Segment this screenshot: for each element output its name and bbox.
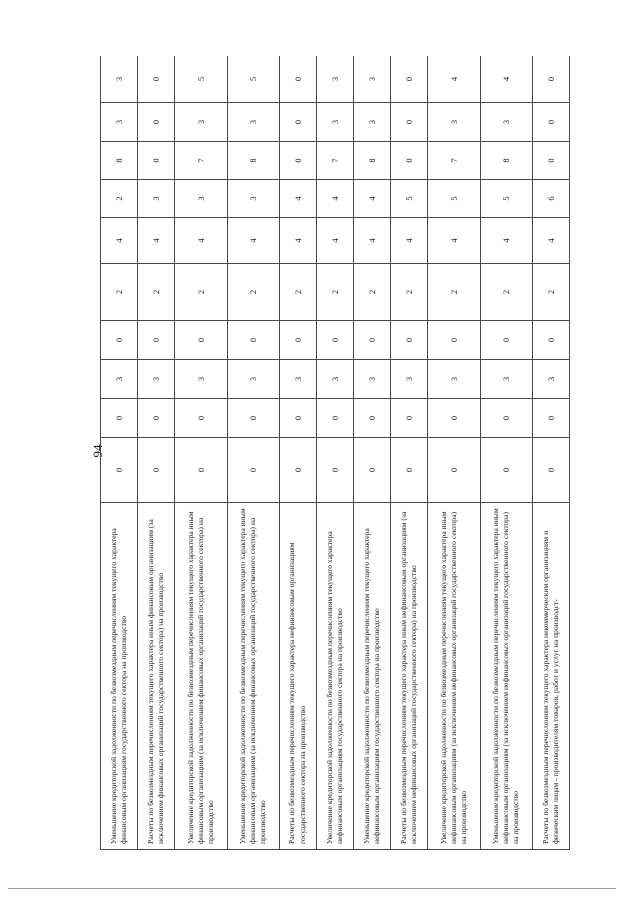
- code-digit: 0: [354, 321, 391, 360]
- code-digit: 2: [391, 264, 428, 321]
- code-digit: 0: [391, 321, 428, 360]
- code-digit: 0: [391, 399, 428, 438]
- code-digit: 3: [480, 103, 532, 142]
- code-digit: 3: [175, 103, 227, 142]
- code-digit: 3: [279, 360, 316, 399]
- code-digit: 3: [101, 56, 138, 103]
- code-digit: 2: [175, 264, 227, 321]
- code-digit: 0: [428, 438, 480, 503]
- code-digit: 8: [227, 142, 279, 180]
- code-digit: 2: [354, 264, 391, 321]
- code-digit: 0: [279, 56, 316, 103]
- account-description: Расчеты по безвозмездным перечислениям текущего характера иным финансовым организациям (за исключением финансовых организаций государственного сектора) на производство: [138, 503, 175, 850]
- code-digit: 0: [428, 399, 480, 438]
- code-digit: 4: [391, 218, 428, 264]
- code-digit: 0: [279, 142, 316, 180]
- table-row: [101, 56, 138, 850]
- code-digit: 0: [138, 438, 175, 503]
- code-digit: 4: [101, 218, 138, 264]
- account-description: Увеличение кредиторской задолженности по безвозмездным перечислениям текущего характера иным нефинансовым организациям (за исключением нефинансовых организаций государственного сектора) на производство: [428, 503, 480, 850]
- code-digit: 3: [428, 360, 480, 399]
- code-digit: 6: [532, 180, 569, 218]
- code-digit: 3: [227, 360, 279, 399]
- code-digit: 4: [354, 180, 391, 218]
- code-digit: 0: [480, 399, 532, 438]
- page-number: 94: [90, 444, 105, 458]
- code-digit: 4: [428, 56, 480, 103]
- rotated-table-container: [100, 56, 570, 850]
- code-digit: 0: [480, 438, 532, 503]
- code-digit: 0: [532, 438, 569, 503]
- account-description: Увеличение кредиторской задолженности по безвозмездным перечислениям текущего характера иным финансовым организациям (за исключением финансовых организаций государственного сектора) на производство: [175, 503, 227, 850]
- code-digit: 0: [175, 399, 227, 438]
- code-digit: 0: [532, 399, 569, 438]
- code-digit: 8: [480, 142, 532, 180]
- code-digit: 0: [175, 438, 227, 503]
- code-digit: 0: [532, 56, 569, 103]
- code-digit: 2: [227, 264, 279, 321]
- table-row: [391, 56, 428, 850]
- code-digit: 2: [101, 180, 138, 218]
- code-digit: 8: [354, 142, 391, 180]
- code-digit: 7: [175, 142, 227, 180]
- code-digit: 2: [532, 264, 569, 321]
- code-digit: 0: [101, 321, 138, 360]
- code-digit: 5: [391, 180, 428, 218]
- account-description: Уменьшение кредиторской задолженности по безвозмездным перечислениям текущего характера иным нефинансовым организациям (за исключением нефинансовых организаций государственного сектора) на производство: [480, 503, 532, 850]
- code-digit: 3: [532, 360, 569, 399]
- code-digit: 3: [138, 180, 175, 218]
- code-digit: 4: [279, 218, 316, 264]
- code-digit: 3: [354, 103, 391, 142]
- code-digit: 3: [138, 360, 175, 399]
- code-digit: 2: [279, 264, 316, 321]
- code-digit: 7: [316, 142, 353, 180]
- code-digit: 0: [138, 399, 175, 438]
- code-digit: 4: [480, 218, 532, 264]
- code-digit: 0: [391, 142, 428, 180]
- page-bottom-rule: [8, 888, 616, 889]
- code-digit: 2: [101, 264, 138, 321]
- table-row: [428, 56, 480, 850]
- code-digit: 4: [316, 180, 353, 218]
- code-digit: 0: [227, 321, 279, 360]
- code-digit: 0: [138, 103, 175, 142]
- table-row: [316, 56, 353, 850]
- code-digit: 3: [428, 103, 480, 142]
- code-digit: 5: [227, 56, 279, 103]
- code-digit: 4: [279, 180, 316, 218]
- code-digit: 3: [316, 56, 353, 103]
- code-digit: 0: [532, 142, 569, 180]
- code-digit: 5: [175, 56, 227, 103]
- code-digit: 3: [354, 360, 391, 399]
- code-digit: 2: [316, 264, 353, 321]
- accounts-table-frame: [100, 56, 570, 850]
- code-digit: 0: [138, 56, 175, 103]
- code-digit: 0: [279, 438, 316, 503]
- code-digit: 2: [428, 264, 480, 321]
- code-digit: 0: [279, 103, 316, 142]
- code-digit: 4: [227, 218, 279, 264]
- code-digit: 0: [354, 399, 391, 438]
- code-digit: 0: [316, 399, 353, 438]
- account-description: Уменьшение кредиторской задолженности по безвозмездным перечислениям текущего характера нефинансовым организациям государственного сектора на производство: [354, 503, 391, 850]
- code-digit: 3: [480, 360, 532, 399]
- code-digit: 0: [175, 321, 227, 360]
- code-digit: 0: [101, 399, 138, 438]
- code-digit: 0: [138, 321, 175, 360]
- code-digit: 0: [101, 438, 138, 503]
- code-digit: 3: [316, 360, 353, 399]
- code-digit: 7: [428, 142, 480, 180]
- code-digit: 0: [279, 321, 316, 360]
- code-digit: 0: [532, 321, 569, 360]
- code-digit: 3: [354, 56, 391, 103]
- code-digit: 0: [391, 438, 428, 503]
- account-description: Уменьшение кредиторской задолженности по безвозмездным перечислениям текущего характера финансовым организациям государственного сектора на производство: [101, 503, 138, 850]
- code-digit: 3: [175, 180, 227, 218]
- code-digit: 0: [227, 399, 279, 438]
- code-digit: 0: [391, 103, 428, 142]
- code-digit: 0: [316, 321, 353, 360]
- code-digit: 0: [480, 321, 532, 360]
- code-digit: 2: [138, 264, 175, 321]
- code-digit: 3: [316, 103, 353, 142]
- code-digit: 4: [428, 218, 480, 264]
- code-digit: 4: [480, 56, 532, 103]
- account-description: Расчеты по безвозмездным перечислениям текущего характера некоммерческим организациям и физическим лицам - производителям товаров, работ и услуг на производст-: [532, 503, 569, 850]
- code-digit: 3: [101, 103, 138, 142]
- code-digit: 0: [227, 438, 279, 503]
- account-description: Расчеты по безвозмездным перечислениям текущего характера нефинансовым организациям государственного сектора на производство: [279, 503, 316, 850]
- code-digit: 0: [354, 438, 391, 503]
- code-digit: 0: [532, 103, 569, 142]
- code-digit: 5: [428, 180, 480, 218]
- code-digit: 0: [428, 321, 480, 360]
- code-digit: 3: [101, 360, 138, 399]
- code-digit: 0: [138, 142, 175, 180]
- table-row: [227, 56, 279, 850]
- code-digit: 3: [227, 103, 279, 142]
- code-digit: 4: [138, 218, 175, 264]
- code-digit: 5: [480, 180, 532, 218]
- table-row: [138, 56, 175, 850]
- code-digit: 0: [279, 399, 316, 438]
- table-row: [532, 56, 569, 850]
- table-row: [279, 56, 316, 850]
- code-digit: 2: [480, 264, 532, 321]
- code-digit: 8: [101, 142, 138, 180]
- account-description: Расчеты по безвозмездным перечислениям текущего характера иным нефинансовым организациям (за исключением нефинансовых организаций государственного сектора) на производство: [391, 503, 428, 850]
- table-row: [480, 56, 532, 850]
- code-digit: 4: [354, 218, 391, 264]
- table-row: [354, 56, 391, 850]
- table-row: [175, 56, 227, 850]
- code-digit: 3: [391, 360, 428, 399]
- accounts-table: [100, 56, 570, 850]
- code-digit: 4: [175, 218, 227, 264]
- code-digit: 3: [227, 180, 279, 218]
- account-description: Увеличение кредиторской задолженности по безвозмездным перечислениям текущего характера нефинансовым организациям государственного сектора на производство: [316, 503, 353, 850]
- code-digit: 0: [391, 56, 428, 103]
- code-digit: 0: [316, 438, 353, 503]
- code-digit: 4: [316, 218, 353, 264]
- code-digit: 3: [175, 360, 227, 399]
- account-description: Уменьшение кредиторской задолженности по безвозмездным перечислениям текущего характера иным финансовым организациям (за исключением финансовых организаций государственного сектора) на производство: [227, 503, 279, 850]
- code-digit: 4: [532, 218, 569, 264]
